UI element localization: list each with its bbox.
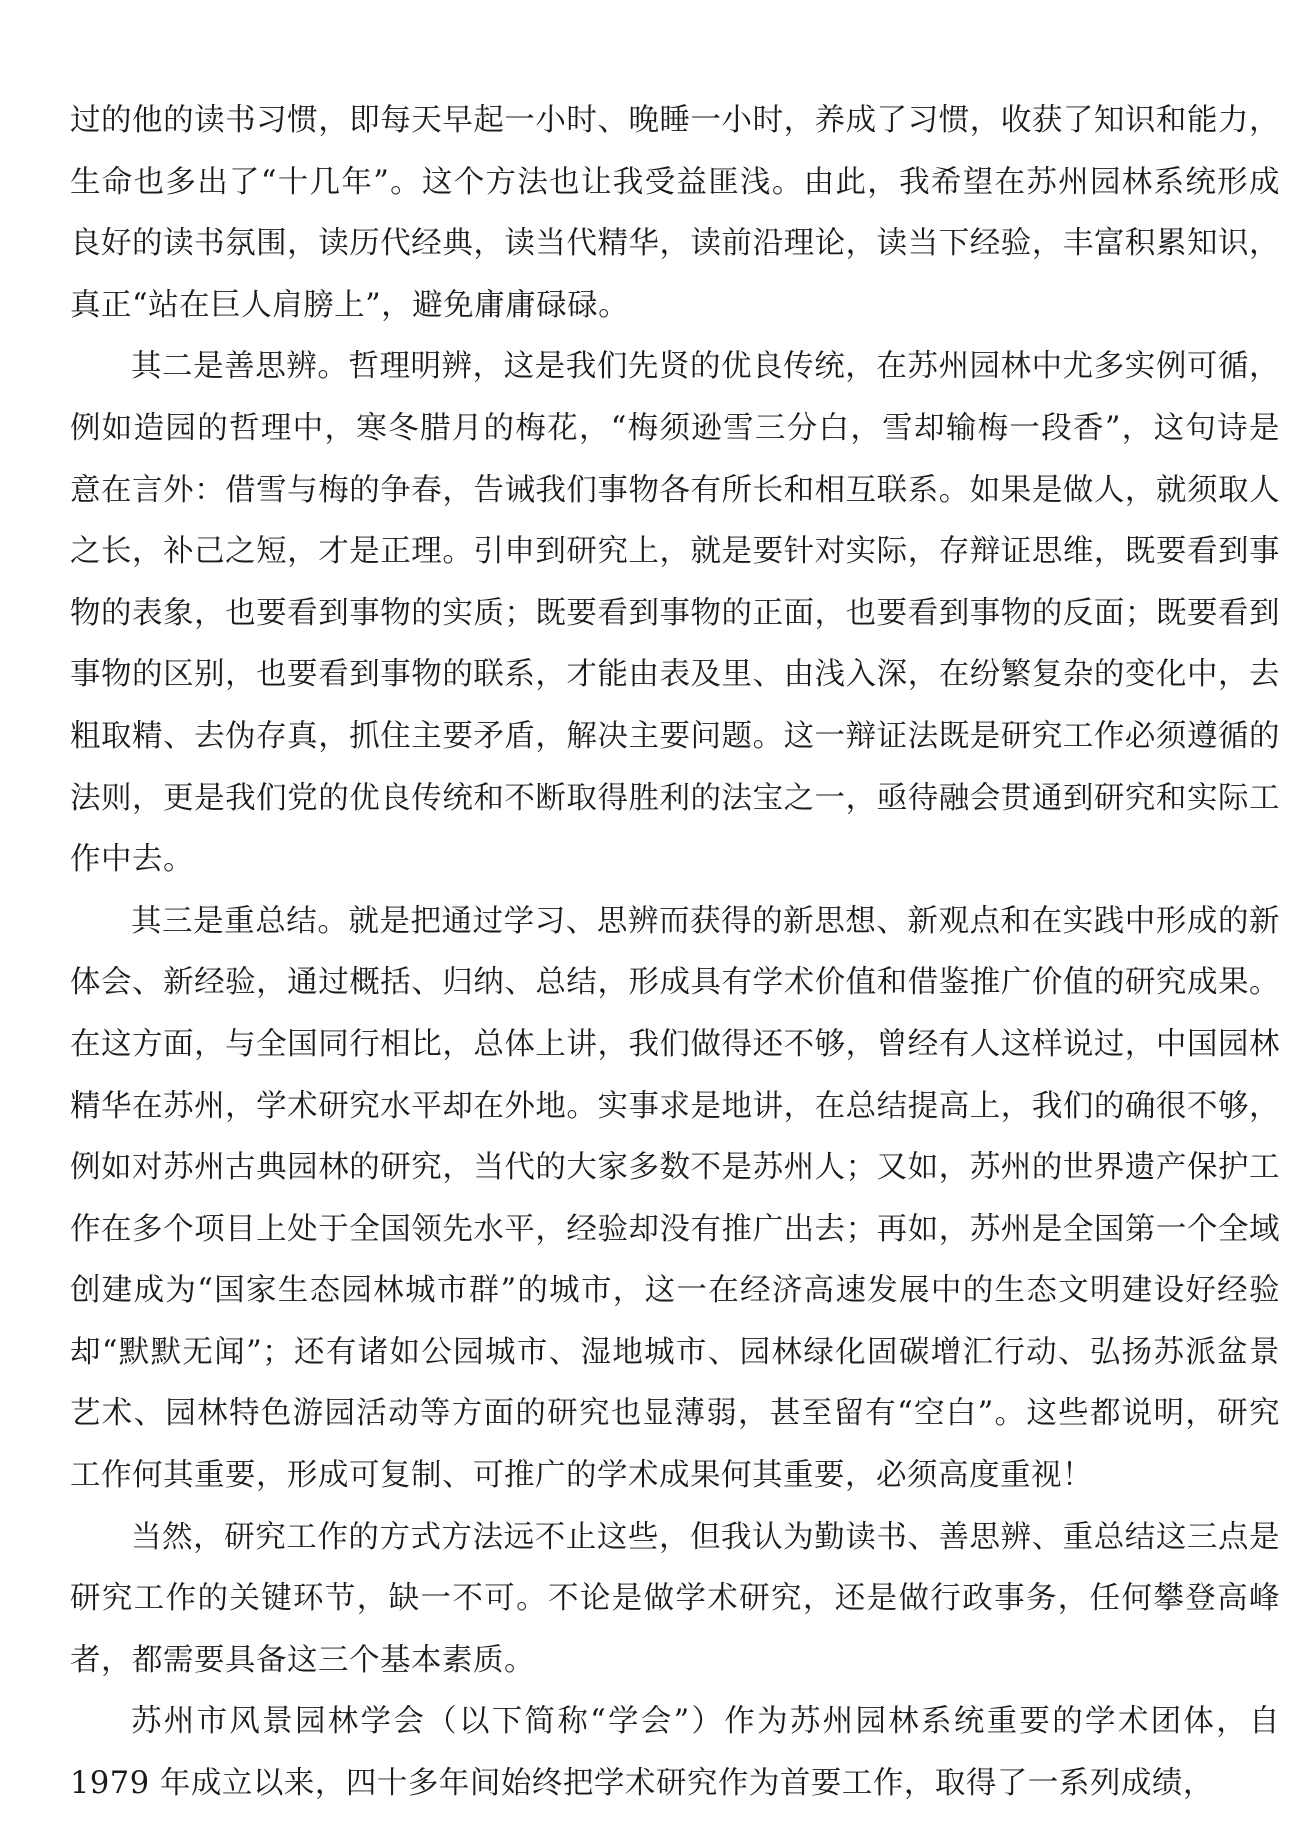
- paragraph-reading-habit: 过的他的读书习惯，即每天早起一小时、晚睡一小时，养成了习惯，收获了知识和能力，生命也多出了“十几年”。这个方法也让我受益匪浅。由此，我希望在苏州园林系统形成良好的读书氛围，读历代经典，读当代精华，读前沿理论，读当下经验，丰富积累知识，真正“站在巨人肩膀上”，避免庸庸碌碌。: [70, 103, 1280, 323]
- paragraph-critical-thinking: 其二是善思辨。哲理明辨，这是我们先贤的优良传统，在苏州园林中尤多实例可循，例如造园的哲理中，寒冬腊月的梅花，“梅须逊雪三分白，雪却输梅一段香”，这句诗是意在言外：借雪与梅的争春，告诫我们事物各有所长和相互联系。如果是做人，就须取人之长，补己之短，才是正理。引申到研究上，就是要针对实际，存辩证思维，既要看到事物的表象，也要看到事物的实质；既要看到事物的正面，也要看到事物的反面；既要看到事物的区别，也要看到事物的联系，才能由表及里、由浅入深，在纷繁复杂的变化中，去粗取精、去伪存真，抓住主要矛盾，解决主要问题。这一辩证法既是研究工作必须遵循的法则，更是我们党的优良传统和不断取得胜利的法宝之一，亟待融会贯通到研究和实际工作中去。: [70, 349, 1280, 878]
- paragraph-summarizing: 其三是重总结。就是把通过学习、思辨而获得的新思想、新观点和在实践中形成的新体会、新经验，通过概括、归纳、总结，形成具有学术价值和借鉴推广价值的研究成果。在这方面，与全国同行相比，总体上讲，我们做得还不够，曾经有人这样说过，中国园林精华在苏州，学术研究水平却在外地。实事求是地讲，在总结提高上，我们的确很不够，例如对苏州古典园林的研究，当代的大家多数不是苏州人；又如，苏州的世界遗产保护工作在多个项目上处于全国领先水平，经验却没有推广出去；再如，苏州是全国第一个全域创建成为“国家生态园林城市群”的城市，这一在经济高速发展中的生态文明建设好经验却“默默无闻”；还有诸如公园城市、湿地城市、园林绿化固碳增汇行动、弘扬苏派盆景艺术、园林特色游园活动等方面的研究也显薄弱，甚至留有“空白”。这些都说明，研究工作何其重要，形成可复制、可推广的学术成果何其重要，必须高度重视！: [70, 903, 1280, 1494]
- paragraph-society-intro: 苏州市风景园林学会（以下简称“学会”）作为苏州园林系统重要的学术团体，自 1979 年成立以来，四十多年间始终把学术研究作为首要工作，取得了一系列成绩，: [70, 1704, 1280, 1802]
- paragraph-conclusion: 当然，研究工作的方式方法远不止这些，但我认为勤读书、善思辨、重总结这三点是研究工作的关键环节，缺一不可。不论是做学术研究，还是做行政事务，任何攀登高峰者，都需要具备这三个基本素质。: [70, 1519, 1280, 1678]
- document-page: [70, 90, 1280, 1815]
